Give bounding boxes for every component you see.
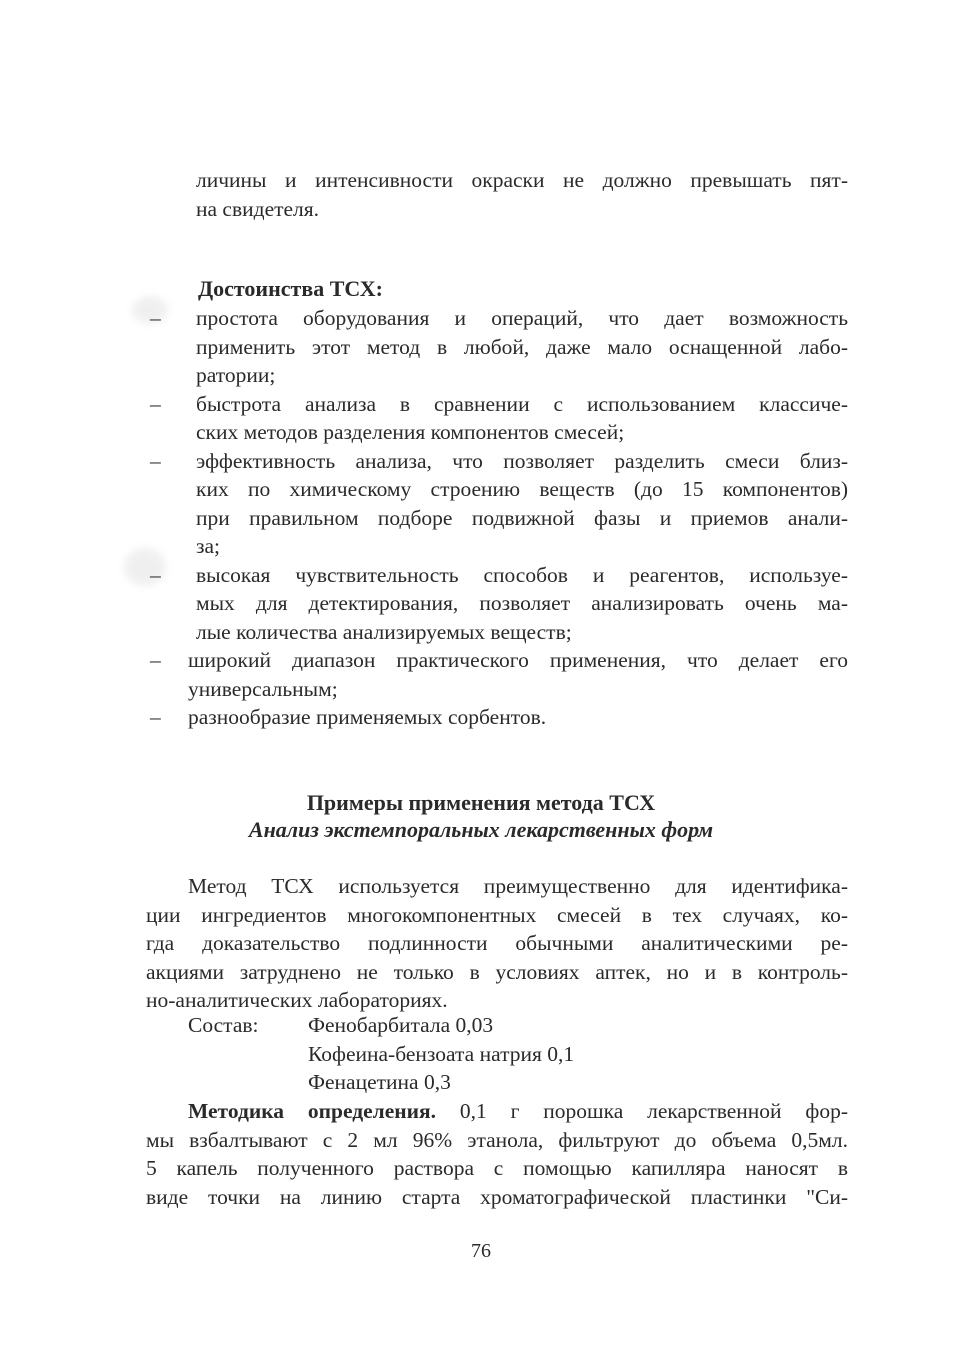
text-line: гда доказательство подлинности обычными аналитическими ре- bbox=[146, 931, 848, 955]
list-dash: – bbox=[150, 562, 161, 587]
list-item bbox=[150, 304, 848, 390]
composition-row bbox=[188, 1011, 848, 1040]
text-line: личины и интенсивности окраски не должно превышать пят- bbox=[196, 168, 848, 192]
list-item bbox=[150, 390, 848, 447]
text-line bbox=[146, 1097, 848, 1126]
composition-label: Состав: bbox=[188, 1013, 259, 1037]
text-line: ратории; bbox=[196, 363, 276, 387]
list-dash: – bbox=[150, 648, 161, 672]
text-line: но-аналитических лабораториях. bbox=[146, 988, 448, 1012]
advantages-heading: Достоинства ТСХ: bbox=[198, 276, 383, 301]
composition-row bbox=[188, 1068, 848, 1097]
list-dash: – bbox=[150, 705, 161, 729]
composition-block bbox=[188, 1011, 848, 1097]
method-paragraph bbox=[146, 1097, 848, 1211]
composition-row bbox=[188, 1040, 848, 1069]
text-line: 5 капель полученного раствора с помощью капилляра наносят в bbox=[146, 1156, 848, 1180]
text-line: мы взбалтывают с 2 мл 96% этанола, фильтруют до объема 0,5мл. bbox=[146, 1127, 848, 1152]
section-title: Примеры применения метода ТСХ bbox=[306, 790, 656, 815]
text-line: лые количества анализируемых веществ; bbox=[196, 619, 572, 644]
text-line: применить этот метод в любой, даже мало оснащенной лабо- bbox=[196, 334, 848, 359]
text-line: ских методов разделения компонентов смесей; bbox=[196, 420, 625, 444]
text-line: простота оборудования и операций, что дает возможность bbox=[196, 306, 848, 330]
text-line: ких по химическому строению веществ (до 15 компонентов) bbox=[196, 477, 848, 501]
text-line: акциями затруднено не только в условиях аптек, но и в контроль- bbox=[146, 959, 848, 984]
list-dash: – bbox=[150, 391, 161, 416]
composition-item: Кофеина-бензоата натрия 0,1 bbox=[308, 1041, 575, 1066]
method-text: 0,1 г порошка лекарственной фор- bbox=[436, 1099, 848, 1123]
continuation-text bbox=[196, 166, 848, 223]
page-number: 76 bbox=[471, 1240, 491, 1262]
text-line: эффективность анализа, что позволяет разделить смеси близ- bbox=[196, 448, 848, 473]
text-line: разнообразие применяемых сорбентов. bbox=[188, 705, 547, 729]
text-line: за; bbox=[196, 534, 221, 558]
text-line: широкий диапазон практического применения, что делает его bbox=[188, 648, 848, 672]
text-line: Метод ТСХ используется преимущественно для идентифика- bbox=[188, 874, 848, 898]
list-dash: – bbox=[150, 448, 161, 473]
list-item bbox=[150, 447, 848, 561]
list-item bbox=[150, 646, 848, 703]
composition-item: Фенацетина 0,3 bbox=[308, 1070, 451, 1094]
intro-paragraph bbox=[146, 872, 848, 1015]
list-item bbox=[150, 703, 848, 732]
text-line: высокая чувствительность способов и реагентов, используе- bbox=[196, 562, 848, 587]
text-line: мых для детектирования, позволяет анализировать очень ма- bbox=[196, 591, 848, 615]
text-line: ции ингредиентов многокомпонентных смесей в тех случаях, ко- bbox=[146, 902, 848, 927]
composition-item: Фенобарбитала 0,03 bbox=[308, 1013, 494, 1037]
list-item bbox=[150, 561, 848, 647]
list-dash: – bbox=[150, 306, 161, 330]
section-subtitle: Анализ экстемпоральных лекарственных форм bbox=[248, 817, 714, 842]
text-line: универсальным; bbox=[188, 676, 338, 701]
method-label: Методика определения. bbox=[188, 1099, 437, 1123]
text-line: при правильном подборе подвижной фазы и приемов анали- bbox=[196, 505, 848, 530]
text-line: виде точки на линию старта хроматографической пластинки "Си- bbox=[146, 1184, 848, 1209]
advantages-list bbox=[0, 304, 962, 732]
text-line: быстрота анализа в сравнении с использованием классиче- bbox=[196, 391, 848, 416]
text-line: на свидетеля. bbox=[196, 196, 320, 221]
